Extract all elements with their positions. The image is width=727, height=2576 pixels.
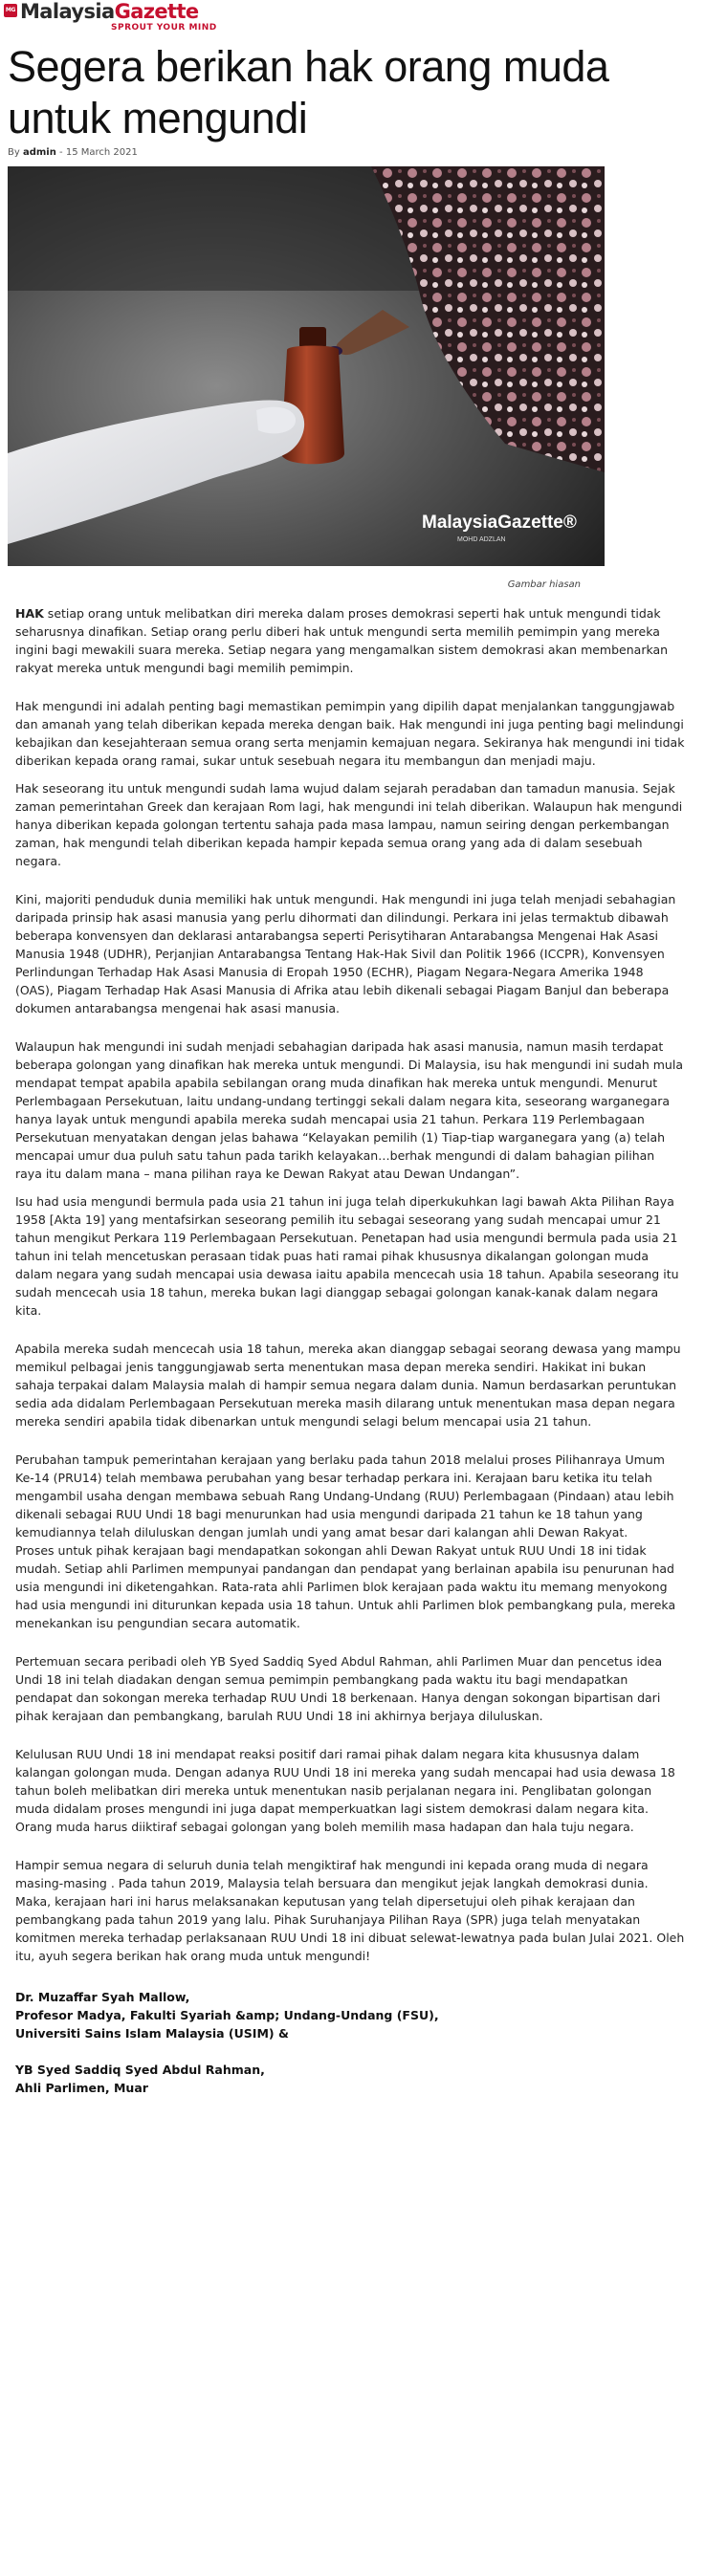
article-paragraph: Pertemuan secara peribadi oleh YB Syed Saddiq Syed Abdul Rahman, ahli Parlimen Muar dan pencetus idea Undi 18 ini telah diadakan dengan semua pemimpin pembangkang pada waktu itu bagi mendapatkan pendapat dan sokongan mereka terhadap RUU Undi 18 berkenaan. Hanya dengan sokongan bipartisan dari pihak kerajaan dan pembangkang, barulah RUU Undi 18 ini akhirnya berjaya diluluskan. [15, 1654, 663, 1723]
signature-line: Profesor Madya, Fakulti Syariah &amp; Undang-Undang (FSU), [15, 2008, 439, 2022]
site-logo[interactable] [4, 0, 253, 35]
article-paragraph: Hak seseorang itu untuk mengundi sudah lama wujud dalam sejarah peradaban dan tamadun manusia. Sejak zaman pemerintahan Greek dan kerajaan Rom lagi, hak mengundi ini telah diberikan. Walaupun hak mengundi hanya diberikan kepada golongan tertentu sahaja pada masa lampau, namun seiring dengan perkembangan zaman, hak mengundi telah diberikan kepada hampir kepada semua orang yang ada di dalam sesebuah negara. [15, 781, 683, 868]
article-body [15, 604, 685, 2097]
logo-wordmark [20, 0, 199, 23]
article-byline [8, 147, 138, 158]
featured-image [8, 166, 605, 566]
article-paragraph: Kelulusan RUU Undi 18 ini mendapat reaksi positif dari ramai pihak dalam negara kita khususnya dalam kalangan golongan muda. Dengan adanya RUU Undi 18 ini mereka yang sudah mencapai had usia dewasa 18 tahun boleh melibatkan diri mereka untuk menentukan nasib perjalanan negara ini. Penglibatan golongan muda didalam proses mengundi ini juga dapat memperkuatkan lagi sistem demokrasi dalam negara kita. Orang muda harus diiktiraf sebagai golongan yang boleh memilih masa hadapan dan hala tuju negara. [15, 1747, 675, 1834]
signature-line: Dr. Muzaffar Syah Mallow, [15, 1990, 190, 2004]
article-paragraph: Walaupun hak mengundi ini sudah menjadi sebahagian daripada hak asasi manusia, namun masih terdapat beberapa golongan yang dinafikan hak mereka untuk mengundi. Di Malaysia, isu hak mengundi ini sudah mula mendapat tempat apabila apabila sebilangan orang muda dinafikan hak mereka untuk mengundi. Menurut Perlembagaan Persekutuan, laitu undang-undang tertinggi sekali dalam negara kita, seseorang warganegara hanya layak untuk mengundi apabila mereka sudah mencapai usia 21 tahun. Perkara 119 Perlembagaan Persekutuan menyatakan dengan jelas bahawa “Kelayakan pemilih (1) Tiap-tiap warganegara yang (a) telah mencapai umur dua puluh satu tahun pada tarikh kelayakan…berhak mengundi di dalam bahagian pilihan raya itu dalam mana – mana pilihan raya ke Dewan Rakyat atau Dewan Undangan”. [15, 1039, 683, 1181]
logo-badge-icon: MG [4, 4, 17, 17]
article-paragraph: Apabila mereka sudah mencecah usia 18 tahun, mereka akan dianggap sebagai seorang dewasa yang mampu memikul pelbagai jenis tanggungjawab serta menentukan masa depan mereka sendiri. Hakikat ini bukan sahaja terpakai dalam Malaysia malah di hampir semua negara dalam dunia. Namun berdasarkan peruntukan sedia ada didalam Perlembagaan Persekutuan mereka masih dilarang untuk menentukan masa depan negara mereka sendiri apabila tidak dibenarkan untuk mengundi selagi belum mencapai usia 21 tahun. [15, 1342, 681, 1429]
article-paragraph: HAK setiap orang untuk melibatkan diri mereka dalam proses demokrasi seperti hak untuk mengundi tidak seharusnya dinafikan. Setiap orang perlu diberi hak untuk mengundi serta memilih pemimpin yang mereka ingini bagi mewakili suara mereka. Setiap negara yang mengamalkan sistem demokrasi akan membenarkan rakyat mereka untuk mengundi bagi memilih pemimpin. [15, 606, 669, 675]
signature-line: Ahli Parlimen, Muar [15, 2081, 148, 2095]
site-header [0, 0, 727, 38]
article-paragraph: Isu had usia mengundi bermula pada usia 21 tahun ini juga telah diperkukuhkan lagi bawah Akta Pilihan Raya 1958 [Akta 19] yang mentafsirkan seseorang pemilih itu sebagai seseorang yang sudah mencapai umur 21 tahun mengikut Perkara 119 Perlembagaan Persekutuan. Penetapan had usia mengundi bermula pada usia 21 tahun ini telah mencetuskan perasaan tidak puas hati ramai pihak khususnya dikalangan golongan muda dalam negara yang sudah mencapai usia dewasa iaitu apabila mencecah usia 18 tahun. Apabila seseorang itu sudah mencecah usia 18 tahun, mereka bukan lagi dianggap sebagai golongan kanak-kanak dalam negara kita. [15, 1194, 679, 1318]
signature-line: YB Syed Saddiq Syed Abdul Rahman, [15, 2063, 265, 2077]
author-signature [15, 1988, 685, 2097]
image-watermark-credit: MOHD ADZLAN [457, 536, 506, 543]
article-paragraph: Proses untuk pihak kerajaan bagi mendapatkan sokongan ahli Dewan Rakyat untuk RUU Undi 18 ini tidak mudah. Setiap ahli Parlimen mempunyai pandangan dan pendapat yang berlainan apabila isu penurunan had usia mengundi ini diketengahkan. Rata-rata ahli Parlimen blok kerajaan pada waktu itu memang menyokong had usia mengundi ini diturunkan kepada usia 18 tahun. Untuk ahli Parlimen blok pembangkang pula, mereka menekankan isu pengundian secara automatik. [15, 1543, 676, 1630]
image-caption: Gambar hiasan [507, 579, 581, 590]
article-paragraph: Perubahan tampuk pemerintahan kerajaan yang berlaku pada tahun 2018 melalui proses Pilihanraya Umum Ke-14 (PRU14) telah membawa perubahan yang besar terhadap perkara ini. Kerajaan baru ketika itu telah mengambil usaha dengan membawa sebuah Rang Undang-Undang (RUU) Perlembagaan (Pindaan) atau lebih dikenali sebagai RUU Undi 18 bagi menurunkan had usia mengundi daripada 21 tahun ke 18 tahun yang kemudiannya telah diluluskan dengan jumlah undi yang amat besar dari kalangan ahli Dewan Rakyat. [15, 1452, 674, 1539]
article-paragraph: Hampir semua negara di seluruh dunia telah mengiktiraf hak mengundi ini kepada orang muda di negara masing-masing . Pada tahun 2019, Malaysia telah bersuara dan mengikut jejak langkah demokrasi dunia. Maka, kerajaan hari ini harus melaksanakan keputusan yang telah dipersetujui oleh pihak kerajaan dan pembangkang pada tahun 2019 yang lalu. Pihak Suruhanjaya Pilihan Raya (SPR) juga telah menyatakan komitmen mereka terhadap perlaksanaan RUU Undi 18 ini dibuat selewat-lewatnya pada bulan Julai 2021. Oleh itu, ayuh segera berikan hak orang muda untuk mengundi! [15, 1858, 685, 1963]
image-watermark: MalaysiaGazette® [422, 513, 577, 533]
logo-name-part2: Gazette [114, 0, 199, 23]
lead-word: HAK [15, 606, 44, 621]
publish-date: 15 March 2021 [65, 147, 138, 158]
featured-photo [8, 166, 605, 566]
byline-prefix: By [8, 147, 20, 158]
logo-name-part1: Malaysia [20, 0, 115, 23]
logo-tagline: SPROUT YOUR MIND [111, 23, 217, 33]
article-paragraph: Hak mengundi ini adalah penting bagi memastikan pemimpin yang dipilih dapat menjalankan tanggungjawab dan amanah yang telah diberikan kepada mereka dengan baik. Hak mengundi ini juga penting bagi melindungi kebajikan dan kesejahteraan semua orang serta menjamin kemajuan negara. Sekiranya hak mengundi ini tidak diberikan kepada orang ramai, sukar untuk sesebuah negara itu membangun dan menjadi maju. [15, 699, 685, 768]
article-paragraph: Kini, majoriti penduduk dunia memiliki hak untuk mengundi. Hak mengundi ini juga telah menjadi sebahagian daripada prinsip hak asasi manusia yang perlu dihormati dan dilindungi. Perkara ini jelas termaktub dibawah beberapa konvensyen dan deklarasi antarabangsa seperti Perisytiharan Antarabangsa Mengenai Hak Asasi Manusia 1948 (UDHR), Perjanjian Antarabangsa Tentang Hak-Hak Sivil dan Politik 1966 (ICCPR), Konvensyen Perlindungan Terhadap Hak Asasi Manusia di Eropah 1950 (ECHR), Piagam Negara-Negara Amerika 1948 (OAS), Piagam Terhadap Hak Asasi Manusia di Afrika atau lebih dikenali sebagai Piagam Banjul dan beberapa dokumen antarabangsa mengenai hak asasi manusia. [15, 892, 676, 1015]
article-title: Segera berikan hak orang muda untuk mengundi [8, 42, 609, 142]
signature-line: Universiti Sains Islam Malaysia (USIM) & [15, 2026, 289, 2041]
author-link[interactable]: admin [22, 147, 56, 158]
byline-separator: - [59, 147, 63, 158]
